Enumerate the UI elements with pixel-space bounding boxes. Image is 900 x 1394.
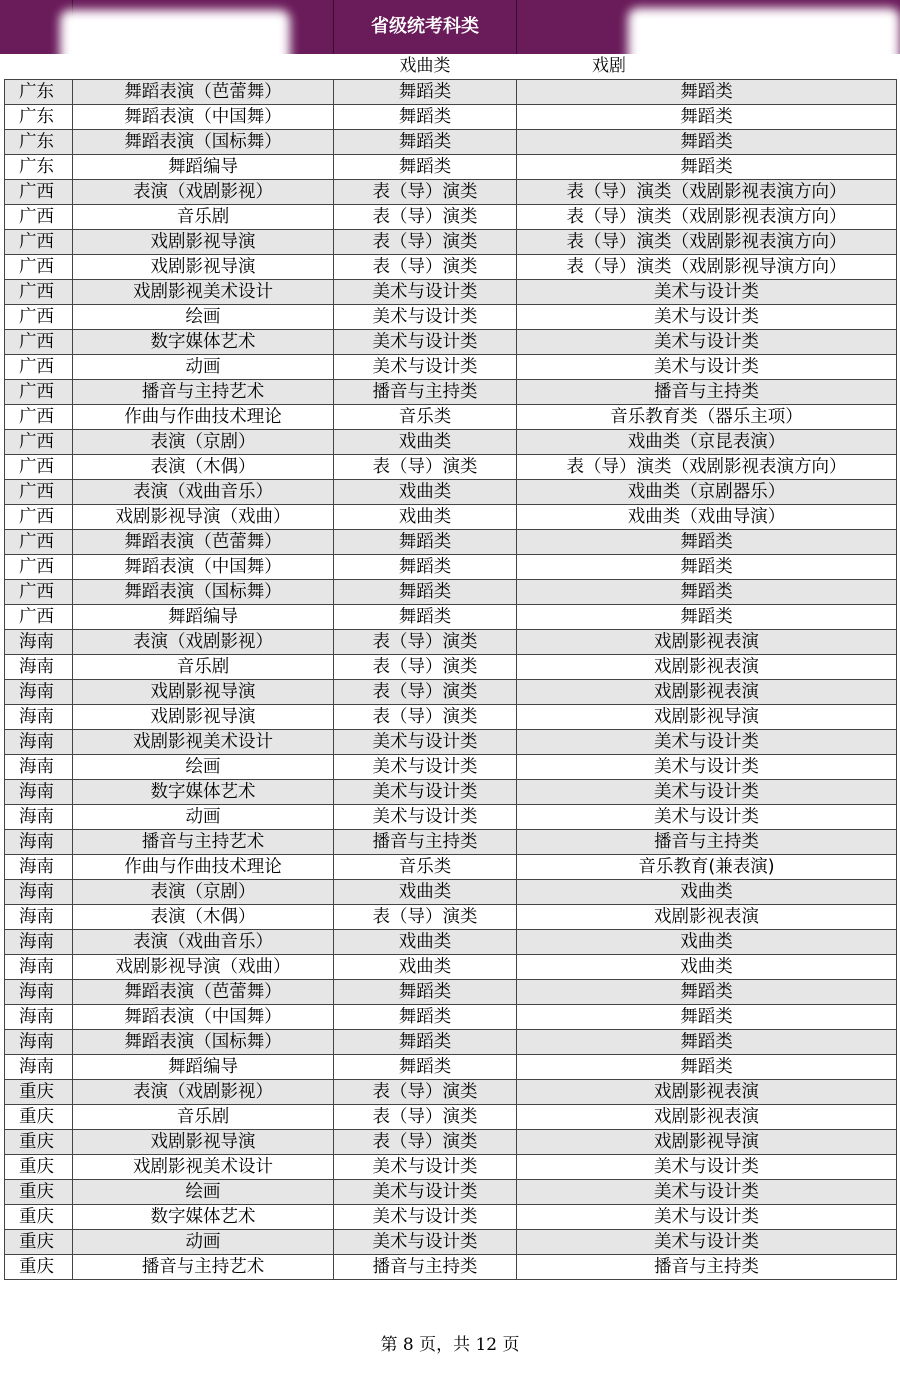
province-cell: 海南 (5, 930, 73, 955)
school-category-cell: 戏剧影视表演 (517, 1105, 897, 1130)
table-row (5, 180, 897, 205)
province-cell: 广西 (5, 205, 73, 230)
province-cell: 海南 (5, 880, 73, 905)
major-cell: 绘画 (73, 1180, 334, 1205)
major-cell: 播音与主持艺术 (73, 1255, 334, 1280)
provincial-category-cell: 表（导）演类 (334, 180, 517, 205)
province-cell: 海南 (5, 830, 73, 855)
major-cell: 舞蹈表演（国标舞） (73, 1030, 334, 1055)
province-cell: 广西 (5, 555, 73, 580)
major-cell: 动画 (73, 355, 334, 380)
school-category-cell: 表（导）演类（戏剧影视表演方向） (517, 180, 897, 205)
school-category-cell: 表（导）演类（戏剧影视表演方向） (517, 205, 897, 230)
table-row (5, 1080, 897, 1105)
provincial-category-cell: 舞蹈类 (334, 980, 517, 1005)
major-cell: 音乐剧 (73, 1105, 334, 1130)
school-category-cell: 舞蹈类 (517, 105, 897, 130)
school-category-cell: 舞蹈类 (517, 530, 897, 555)
provincial-category-cell: 美术与设计类 (334, 755, 517, 780)
province-cell: 海南 (5, 905, 73, 930)
provincial-category-cell: 舞蹈类 (334, 555, 517, 580)
major-cell: 舞蹈表演（中国舞） (73, 555, 334, 580)
provincial-category-cell: 表（导）演类 (334, 255, 517, 280)
major-cell: 戏剧影视美术设计 (73, 280, 334, 305)
province-cell: 重庆 (5, 1205, 73, 1230)
provincial-category-cell: 舞蹈类 (334, 105, 517, 130)
table-row (5, 455, 897, 480)
provincial-category-cell: 美术与设计类 (334, 730, 517, 755)
school-category-cell: 戏曲类（戏曲导演） (517, 505, 897, 530)
school-category-cell: 美术与设计类 (517, 1155, 897, 1180)
provincial-category-cell: 舞蹈类 (334, 80, 517, 105)
provincial-category-cell: 舞蹈类 (334, 155, 517, 180)
province-cell: 广东 (5, 130, 73, 155)
table-row (5, 555, 897, 580)
column-header-provincial-category: 省级统考科类 (371, 16, 479, 37)
provincial-category-cell: 表（导）演类 (334, 1080, 517, 1105)
table-row (5, 680, 897, 705)
province-cell: 广西 (5, 255, 73, 280)
provincial-category-cell: 美术与设计类 (334, 1155, 517, 1180)
province-cell: 重庆 (5, 1080, 73, 1105)
major-cell: 绘画 (73, 755, 334, 780)
provincial-category-cell: 舞蹈类 (334, 530, 517, 555)
school-category-cell: 舞蹈类 (517, 555, 897, 580)
table-row (5, 1255, 897, 1280)
province-cell: 海南 (5, 855, 73, 880)
province-cell: 重庆 (5, 1105, 73, 1130)
table-row (5, 980, 897, 1005)
table-row (5, 405, 897, 430)
school-category-cell: 表（导）演类（戏剧影视表演方向） (517, 230, 897, 255)
school-category-cell: 戏剧影视表演 (517, 655, 897, 680)
major-cell: 表演（木偶） (73, 455, 334, 480)
province-cell: 海南 (5, 730, 73, 755)
province-cell: 海南 (5, 955, 73, 980)
major-cell: 戏剧影视美术设计 (73, 1155, 334, 1180)
school-category-cell: 音乐教育(兼表演) (517, 855, 897, 880)
partial-cell-category: 戏曲类 (399, 56, 451, 76)
provincial-category-cell: 表（导）演类 (334, 630, 517, 655)
provincial-category-cell: 播音与主持类 (334, 830, 517, 855)
table-row (5, 155, 897, 180)
school-category-cell: 戏剧影视导演 (517, 1130, 897, 1155)
provincial-category-cell: 美术与设计类 (334, 280, 517, 305)
table-row (5, 80, 897, 105)
major-cell: 戏剧影视导演 (73, 680, 334, 705)
partial-cell-school-category: 戏剧 (592, 56, 626, 76)
major-cell: 舞蹈表演（国标舞） (73, 130, 334, 155)
province-cell: 海南 (5, 630, 73, 655)
province-cell: 重庆 (5, 1155, 73, 1180)
school-category-cell: 美术与设计类 (517, 280, 897, 305)
school-category-cell: 美术与设计类 (517, 730, 897, 755)
provincial-category-cell: 播音与主持类 (334, 1255, 517, 1280)
province-cell: 广西 (5, 505, 73, 530)
major-cell: 作曲与作曲技术理论 (73, 855, 334, 880)
table-row (5, 230, 897, 255)
table-row (5, 1180, 897, 1205)
school-category-cell: 戏曲类 (517, 880, 897, 905)
provincial-category-cell: 表（导）演类 (334, 205, 517, 230)
table-row (5, 755, 897, 780)
school-category-cell: 舞蹈类 (517, 980, 897, 1005)
province-cell: 重庆 (5, 1180, 73, 1205)
major-cell: 表演（戏剧影视） (73, 180, 334, 205)
province-cell: 海南 (5, 805, 73, 830)
data-table (4, 79, 897, 1280)
table-row (5, 105, 897, 130)
provincial-category-cell: 美术与设计类 (334, 805, 517, 830)
table-row (5, 905, 897, 930)
school-category-cell: 播音与主持类 (517, 830, 897, 855)
school-category-cell: 舞蹈类 (517, 155, 897, 180)
table-row (5, 880, 897, 905)
school-category-cell: 表（导）演类（戏剧影视表演方向） (517, 455, 897, 480)
school-category-cell: 戏曲类 (517, 955, 897, 980)
header-divider (516, 0, 517, 54)
school-category-cell: 舞蹈类 (517, 605, 897, 630)
province-cell: 重庆 (5, 1230, 73, 1255)
major-cell: 动画 (73, 1230, 334, 1255)
major-cell: 戏剧影视导演 (73, 1130, 334, 1155)
major-cell: 音乐剧 (73, 655, 334, 680)
school-category-cell: 播音与主持类 (517, 1255, 897, 1280)
table-row (5, 355, 897, 380)
provincial-category-cell: 音乐类 (334, 405, 517, 430)
provincial-category-cell: 美术与设计类 (334, 780, 517, 805)
table-row (5, 780, 897, 805)
table-row (5, 430, 897, 455)
province-cell: 广西 (5, 230, 73, 255)
table-row (5, 830, 897, 855)
provincial-category-cell: 舞蹈类 (334, 1005, 517, 1030)
page-number: 第 8 页，共 12 页 (380, 1335, 520, 1355)
school-category-cell: 戏剧影视表演 (517, 1080, 897, 1105)
table-row (5, 1030, 897, 1055)
major-cell: 舞蹈表演（国标舞） (73, 580, 334, 605)
province-cell: 广西 (5, 430, 73, 455)
school-category-cell: 戏剧影视表演 (517, 630, 897, 655)
major-cell: 舞蹈编导 (73, 155, 334, 180)
province-cell: 海南 (5, 1005, 73, 1030)
school-category-cell: 音乐教育类（器乐主项） (517, 405, 897, 430)
provincial-category-cell: 美术与设计类 (334, 355, 517, 380)
table-row (5, 855, 897, 880)
major-cell: 数字媒体艺术 (73, 330, 334, 355)
table-row (5, 255, 897, 280)
province-cell: 广西 (5, 405, 73, 430)
table-row (5, 730, 897, 755)
major-cell: 表演（木偶） (73, 905, 334, 930)
school-category-cell: 舞蹈类 (517, 1055, 897, 1080)
school-category-cell: 美术与设计类 (517, 1205, 897, 1230)
school-category-cell: 戏剧影视导演 (517, 705, 897, 730)
province-cell: 广西 (5, 580, 73, 605)
school-category-cell: 舞蹈类 (517, 580, 897, 605)
major-cell: 戏剧影视导演（戏曲） (73, 955, 334, 980)
table-row (5, 505, 897, 530)
major-cell: 戏剧影视导演 (73, 705, 334, 730)
provincial-category-cell: 表（导）演类 (334, 705, 517, 730)
table-row (5, 1005, 897, 1030)
school-category-cell: 美术与设计类 (517, 355, 897, 380)
provincial-category-cell: 美术与设计类 (334, 1230, 517, 1255)
table-row (5, 605, 897, 630)
provincial-category-cell: 表（导）演类 (334, 680, 517, 705)
table-row (5, 1230, 897, 1255)
provincial-category-cell: 表（导）演类 (334, 1105, 517, 1130)
school-category-cell: 舞蹈类 (517, 1030, 897, 1055)
provincial-category-cell: 音乐类 (334, 855, 517, 880)
provincial-category-cell: 戏曲类 (334, 880, 517, 905)
school-category-cell: 戏剧影视表演 (517, 905, 897, 930)
major-cell: 舞蹈表演（中国舞） (73, 105, 334, 130)
province-cell: 海南 (5, 655, 73, 680)
redaction-blur (60, 10, 290, 85)
province-cell: 广西 (5, 480, 73, 505)
provincial-category-cell: 舞蹈类 (334, 130, 517, 155)
provincial-category-cell: 舞蹈类 (334, 580, 517, 605)
table-row (5, 655, 897, 680)
major-cell: 播音与主持艺术 (73, 380, 334, 405)
table-row (5, 955, 897, 980)
province-cell: 海南 (5, 1030, 73, 1055)
provincial-category-cell: 表（导）演类 (334, 655, 517, 680)
major-cell: 表演（京剧） (73, 880, 334, 905)
provincial-category-cell: 戏曲类 (334, 955, 517, 980)
table-row (5, 1105, 897, 1130)
provincial-category-cell: 美术与设计类 (334, 305, 517, 330)
school-category-cell: 戏曲类 (517, 930, 897, 955)
table-row (5, 280, 897, 305)
province-cell: 海南 (5, 780, 73, 805)
major-cell: 音乐剧 (73, 205, 334, 230)
major-cell: 戏剧影视美术设计 (73, 730, 334, 755)
school-category-cell: 戏剧影视表演 (517, 680, 897, 705)
table-row (5, 1155, 897, 1180)
table-row (5, 530, 897, 555)
school-category-cell: 美术与设计类 (517, 755, 897, 780)
major-cell: 播音与主持艺术 (73, 830, 334, 855)
major-cell: 表演（戏曲音乐） (73, 480, 334, 505)
provincial-category-cell: 舞蹈类 (334, 605, 517, 630)
school-category-cell: 表（导）演类（戏剧影视导演方向） (517, 255, 897, 280)
province-cell: 广东 (5, 80, 73, 105)
table-row (5, 330, 897, 355)
province-cell: 广西 (5, 530, 73, 555)
school-category-cell: 舞蹈类 (517, 80, 897, 105)
province-cell: 海南 (5, 705, 73, 730)
table-row (5, 630, 897, 655)
major-cell: 表演（戏剧影视） (73, 630, 334, 655)
provincial-category-cell: 戏曲类 (334, 505, 517, 530)
table-row (5, 1055, 897, 1080)
province-cell: 海南 (5, 680, 73, 705)
major-cell: 舞蹈编导 (73, 605, 334, 630)
school-category-cell: 舞蹈类 (517, 1005, 897, 1030)
province-cell: 广西 (5, 330, 73, 355)
province-cell: 广西 (5, 305, 73, 330)
table-row (5, 930, 897, 955)
table-row (5, 130, 897, 155)
major-cell: 表演（戏曲音乐） (73, 930, 334, 955)
major-cell: 数字媒体艺术 (73, 780, 334, 805)
provincial-category-cell: 戏曲类 (334, 930, 517, 955)
major-cell: 戏剧影视导演（戏曲） (73, 505, 334, 530)
school-category-cell: 播音与主持类 (517, 380, 897, 405)
provincial-category-cell: 表（导）演类 (334, 1130, 517, 1155)
provincial-category-cell: 戏曲类 (334, 480, 517, 505)
major-cell: 动画 (73, 805, 334, 830)
major-cell: 舞蹈表演（芭蕾舞） (73, 530, 334, 555)
provincial-category-cell: 播音与主持类 (334, 380, 517, 405)
province-cell: 海南 (5, 755, 73, 780)
province-cell: 海南 (5, 1055, 73, 1080)
province-cell: 广东 (5, 105, 73, 130)
provincial-category-cell: 美术与设计类 (334, 330, 517, 355)
redaction-blur (628, 8, 900, 86)
province-cell: 广东 (5, 155, 73, 180)
major-cell: 表演（戏剧影视） (73, 1080, 334, 1105)
provincial-category-cell: 表（导）演类 (334, 230, 517, 255)
table-row (5, 580, 897, 605)
school-category-cell: 美术与设计类 (517, 305, 897, 330)
table-row (5, 305, 897, 330)
provincial-category-cell: 表（导）演类 (334, 905, 517, 930)
table-row (5, 205, 897, 230)
table-row (5, 705, 897, 730)
province-cell: 广西 (5, 280, 73, 305)
major-cell: 戏剧影视导演 (73, 255, 334, 280)
provincial-category-cell: 美术与设计类 (334, 1180, 517, 1205)
province-cell: 广西 (5, 180, 73, 205)
major-cell: 舞蹈表演（中国舞） (73, 1005, 334, 1030)
major-cell: 绘画 (73, 305, 334, 330)
province-cell: 广西 (5, 380, 73, 405)
provincial-category-cell: 美术与设计类 (334, 1205, 517, 1230)
school-category-cell: 舞蹈类 (517, 130, 897, 155)
province-cell: 海南 (5, 980, 73, 1005)
provincial-category-cell: 舞蹈类 (334, 1055, 517, 1080)
major-cell: 作曲与作曲技术理论 (73, 405, 334, 430)
provincial-category-cell: 戏曲类 (334, 430, 517, 455)
major-cell: 表演（京剧） (73, 430, 334, 455)
provincial-category-cell: 表（导）演类 (334, 455, 517, 480)
school-category-cell: 戏曲类（京昆表演） (517, 430, 897, 455)
province-cell: 重庆 (5, 1255, 73, 1280)
school-category-cell: 美术与设计类 (517, 1180, 897, 1205)
table-row (5, 805, 897, 830)
table-row (5, 1205, 897, 1230)
school-category-cell: 美术与设计类 (517, 780, 897, 805)
school-category-cell: 美术与设计类 (517, 330, 897, 355)
provincial-category-cell: 舞蹈类 (334, 1030, 517, 1055)
province-cell: 广西 (5, 455, 73, 480)
province-cell: 广西 (5, 355, 73, 380)
table-row (5, 1130, 897, 1155)
school-category-cell: 美术与设计类 (517, 1230, 897, 1255)
major-cell: 数字媒体艺术 (73, 1205, 334, 1230)
major-cell: 舞蹈表演（芭蕾舞） (73, 980, 334, 1005)
major-cell: 舞蹈编导 (73, 1055, 334, 1080)
major-cell: 戏剧影视导演 (73, 230, 334, 255)
major-cell: 舞蹈表演（芭蕾舞） (73, 80, 334, 105)
school-category-cell: 戏曲类（京剧器乐） (517, 480, 897, 505)
table-row (5, 380, 897, 405)
school-category-cell: 美术与设计类 (517, 805, 897, 830)
table-row (5, 480, 897, 505)
province-cell: 广西 (5, 605, 73, 630)
province-cell: 重庆 (5, 1130, 73, 1155)
